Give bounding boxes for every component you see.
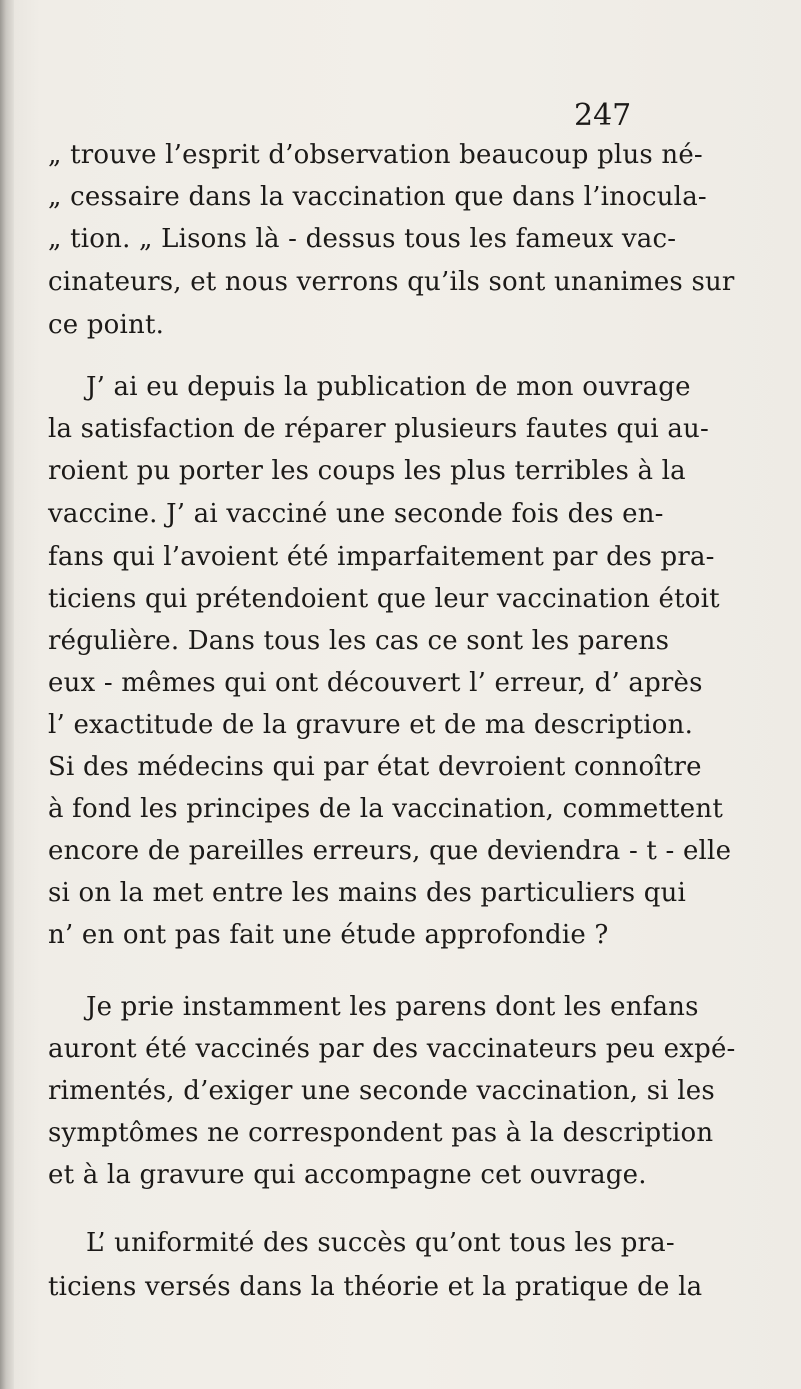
- text-line: symptômes ne correspondent pas à la description: [48, 1118, 714, 1148]
- text-line: ce point.: [48, 310, 165, 340]
- text-line: rimentés, d’exiger une seconde vaccination, si les: [48, 1076, 715, 1106]
- text-line: fans qui l’avoient été imparfaitement par des pra-: [48, 542, 715, 572]
- text-line: auront été vaccinés par des vaccinateurs peu expé-: [48, 1034, 736, 1064]
- text-line: à fond les principes de la vaccination, commettent: [48, 794, 723, 824]
- text-line: l’ exactitude de la gravure et de ma description.: [48, 710, 694, 740]
- text-line: roient pu porter les coups les plus terribles à la: [48, 456, 686, 486]
- text-line: „ trouve l’esprit d’observation beaucoup plus né-: [48, 140, 703, 170]
- text-line: si on la met entre les mains des particuliers qui: [48, 878, 687, 908]
- text-line: régulière. Dans tous les cas ce sont les parens: [48, 626, 670, 656]
- text-line: eux - mêmes qui ont découvert l’ erreur, d’ après: [48, 668, 703, 698]
- text-line: et à la gravure qui accompagne cet ouvrage.: [48, 1160, 647, 1190]
- page-gutter: [0, 0, 14, 1389]
- text-line: J’ ai eu depuis la publication de mon ouvrage: [86, 372, 691, 402]
- page-number: 247: [574, 98, 632, 133]
- text-line: n’ en ont pas fait une étude approfondie ?: [48, 920, 609, 950]
- text-line: la satisfaction de réparer plusieurs fautes qui au-: [48, 414, 709, 444]
- text-line: Je prie instamment les parens dont les enfans: [86, 992, 699, 1022]
- text-line: L’ uniformité des succès qu’ont tous les pra-: [86, 1228, 675, 1258]
- text-line: vaccine. J’ ai vacciné une seconde fois des en-: [48, 499, 664, 529]
- text-line: ticiens qui prétendoient que leur vaccination étoit: [48, 584, 720, 614]
- text-line: encore de pareilles erreurs, que deviendra - t - elle: [48, 836, 732, 866]
- text-line: ticiens versés dans la théorie et la pratique de la: [48, 1272, 703, 1302]
- text-line: Si des médecins qui par état devroient connoître: [48, 752, 702, 782]
- text-line: cinateurs, et nous verrons qu’ils sont unanimes sur: [48, 267, 735, 297]
- text-line: „ cessaire dans la vaccination que dans l’inocula-: [48, 182, 707, 212]
- text-line: „ tion. „ Lisons là - dessus tous les fameux vac-: [48, 224, 677, 254]
